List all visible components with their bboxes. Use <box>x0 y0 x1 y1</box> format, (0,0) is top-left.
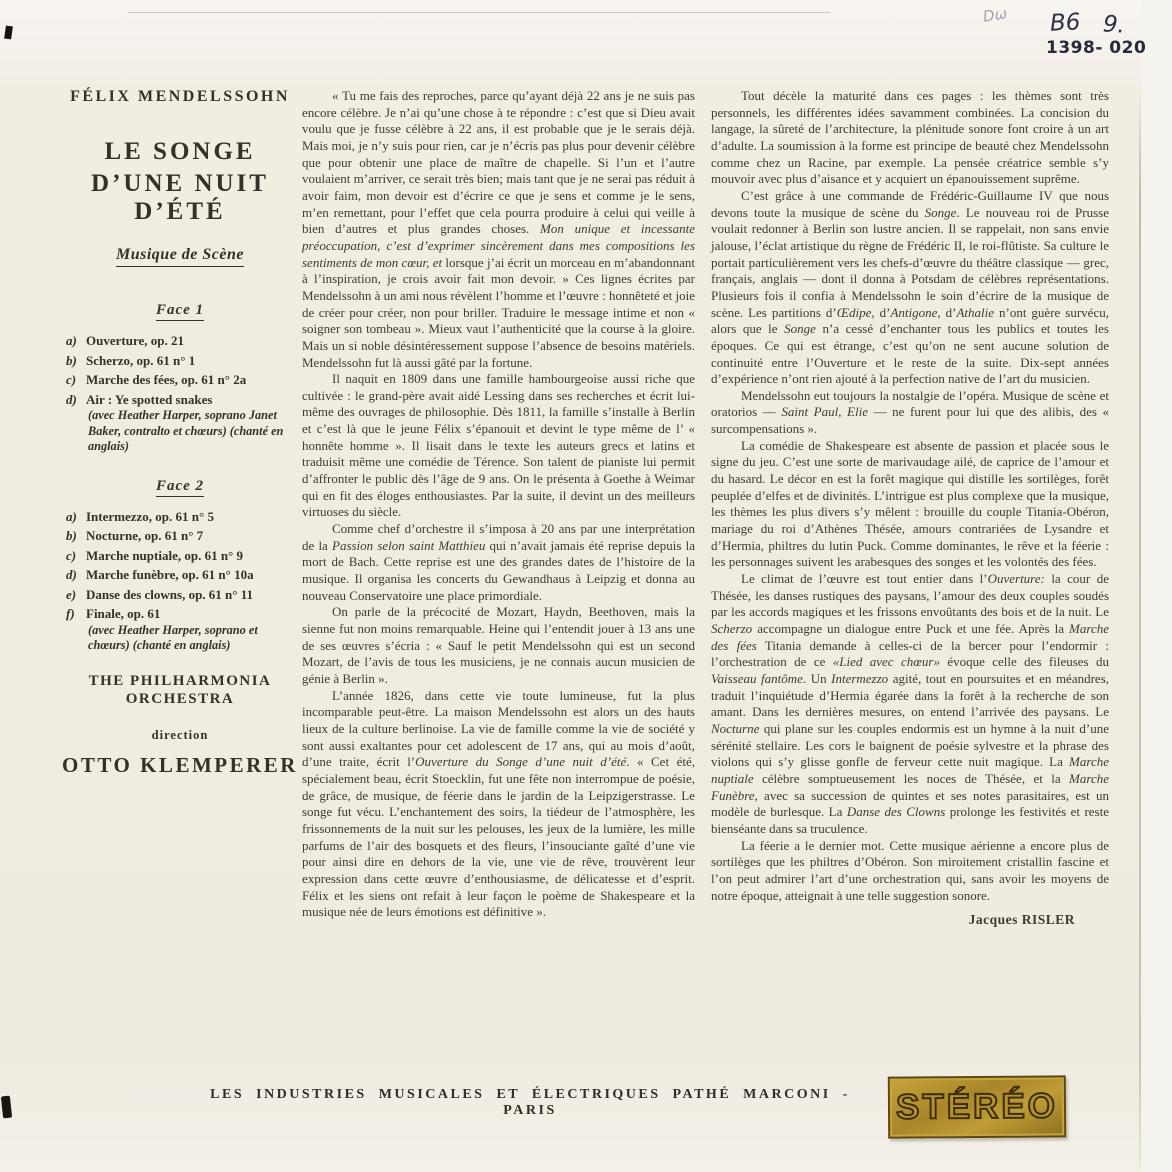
face1-heading-wrap <box>58 301 302 321</box>
face2-heading: Face 2 <box>156 478 204 497</box>
face2-track-list <box>58 509 302 654</box>
catalog-number: 1398- 020 <box>1046 38 1147 58</box>
sleeve-top-edge-line <box>128 12 830 13</box>
track-item <box>58 567 302 584</box>
track-title: Intermezzo, op. 61 n° 5 <box>86 508 214 524</box>
sleeve-crease <box>1139 86 1141 1166</box>
paragraph: « Tu me fais des reproches, parce qu’ayant déjà 22 ans je ne suis pas encore célèbre. Je n’ai qu’une chose à te répondre : c’est que si Dieu avait voulu que je fusse célèbre à 22 ans, il est probable que je le serais déjà. Mais moi, je n’y suis pour rien, car je n’écris pas plus pour devenir célèbre que pour obtenir une place de maître de chapelle. Si l’un et l’autre voulaient m’arriver, ce serait très bien; mais tant que je ne serai pas réduit à avoir faim, mon devoir est d’écrire ce que je sens et comme je le sens, m’en remettant, pour l’effet que cela pourra produire à celui qui veille à bien d’autres et plus grandes choses. Mon unique et incessante préoccupation, c’est d’exprimer sincèrement dans mes compositions les sentiments de mon cœur, et lorsque j’ai écrit un morceau en m’abandonnant à l’inspiration, je crois avoir fait mon devoir. » Ces lignes écrites par Mendelssohn à un ami nous révèlent l’homme et l’œuvre : honnêteté et joie de créer pour créer, non pour briller. Traduire le message intime et non « soigner son tombeau ». Mieux vaut l’authenticité que la course à la gloire. Mais un si noble désintéressement suppose l’absence de besoins matériels. Mendelssohn fut là aussi gâté par la fortune. <box>302 88 696 370</box>
album-title-line2: D’UNE NUIT D’ÉTÉ <box>91 170 269 225</box>
paragraph: Comme chef d’orchestre il s’imposa à 20 ans par une interprétation de la Passion selon saint Matthieu qui n’avait jamais été reprise depuis la mort de Bach. Cette reprise est une des grandes dates de l’histoire de la musique. Il organisa les concerts du Gewandhaus à Leipzig et donna au nouveau Conservatoire une place primordiale. <box>302 521 696 603</box>
track-label: d) <box>66 567 77 582</box>
stereo-badge-label: STÉRÉO <box>895 1086 1059 1127</box>
track-label: d) <box>66 391 77 407</box>
orchestra-name-line2: ORCHESTRA <box>125 690 235 707</box>
essay-column-2 <box>711 88 1109 929</box>
handwritten-number: 9. <box>1102 11 1126 39</box>
album-subtitle: Musique de Scène <box>116 246 244 267</box>
track-note: (avec Heather Harper, soprano et chœurs) (chanté en anglais) <box>88 622 258 652</box>
paragraph: Mendelssohn eut toujours la nostalgie de l’opéra. Musique de scène et oratorios — Saint Paul, Elie — ne furent pour lui que des alibis, des « surcompensations ». <box>711 387 1109 437</box>
paragraph: L’année 1826, dans cette vie toute lumineuse, fut la plus incomparable peut-être. La maison Mendelssohn est alors un des hauts lieux de la culture berlinoise. La vie de famille comme la vie de société y sont aussi exaltantes pour cet adolescent de 17 ans, qui au mois d’août, d’une traite, écrit l’Ouverture du Songe d’une nuit d’été. « Cet été, spécialement beau, écrit Stoecklin, fut une fête non interrompue de poésie, de grâce, de musique, de féerie dans le jardin de la Leipzigerstrasse. Le songe fut vécu. L’enchantement des soirs, la tiédeur de l’atmosphère, les frissonnements de la nuit sur les pelouses, les jeux de la lumière, les mille parfums de l’air des bosquets et des fleurs, l’insouciante gaîté d’une vie pour ainsi dire en dehors de la vie, une vie de rêve, trouvèrent leur expression dans cette œuvre d’enthousiasme, de délicatesse et d’esprit. Félix et les siens ont refait à leur façon le poème de Shakespeare et la musique née de leurs émotions est définitive ». <box>302 687 695 920</box>
track-item <box>58 333 302 350</box>
track-item <box>58 548 302 565</box>
album-title-line1: LE SONGE <box>104 138 256 165</box>
track-label: f) <box>66 606 75 621</box>
track-item <box>58 606 302 654</box>
track-label: e) <box>66 586 77 602</box>
track-title: Danse des clowns, op. 61 n° 11 <box>86 586 254 602</box>
paragraph: C’est grâce à une commande de Frédéric-Guillaume IV que nous devons toute la musique de scène du Songe. Le nouveau roi de Prusse voulait redonner à Berlin son lustre ancien. Il se rappelait, non sans envie jalouse, l’éclat artistique du règne de Frédéric II, le roi-flûtiste. Sa culture le portait particulièrement vers les chefs-d’œuvre du théâtre classique — grec, français, anglais — dont il donna à Potsdam de célèbres représentations. Plusieurs fois il confia à Mendelssohn le soin d’écrire de la musique de scène. Les partitions d’Œdipe, d’Antigone, d’Athalie n’ont guère survécu, alors que le Songe n’a cessé d’enchanter tous les publics et toutes les époques. Ce qui est étrange, c’est qu’on ne sent aucune solution de continuité entre l’Ouverture et le reste de la suite. Dix-sept années d’expérience n’ont rien ajouté à la perfection native de l’art du musicien. <box>711 187 1109 387</box>
track-item <box>58 528 302 545</box>
paragraph: La féerie a le dernier mot. Cette musique aérienne a encore plus de sortilèges que les philtres d’Obéron. Son miroitement cristallin fascine et l’on peut admirer l’art d’une orchestration qui, sans avoir les moyens de notre époque, atteignait à une telle suggestion sonore. <box>711 837 1109 903</box>
track-label: b) <box>66 352 77 368</box>
face1-heading: Face 1 <box>156 302 204 321</box>
author-signature: Jacques RISLER <box>968 912 1075 928</box>
track-title: Marche funèbre, op. 61 n° 10a <box>86 567 254 582</box>
orchestra-name-line1: THE PHILHARMONIA <box>88 672 272 689</box>
composer-name: FÉLIX MENDELSSOHN <box>70 88 290 105</box>
track-item <box>58 587 302 604</box>
track-title: Ouverture, op. 21 <box>86 333 184 348</box>
track-note: (avec Heather Harper, soprano Janet Baker, contralto et chœurs) (chanté en anglais) <box>88 408 284 453</box>
face1-track-list <box>58 333 302 455</box>
track-label: a) <box>66 508 77 524</box>
scribble-mark: Dω <box>981 4 1009 26</box>
track-item <box>58 392 302 455</box>
paragraph: Tout décèle la maturité dans ces pages : les thèmes sont très personnels, les différentes idées savamment combinées. La concision du langage, la sûreté de l’architecture, la plénitude sonore font croire à un art d’adulte. La soumission à la forme est principe de beauté chez Mendelssohn comme chez un Racine, par exemple. La pensée créatrice semble s’y mouvoir avec plus d’aisance et y acquiert un épanouissement suprême. <box>711 88 1109 187</box>
title-column <box>58 88 302 778</box>
track-title: Finale, op. 61 <box>86 606 161 621</box>
track-title: Marche nuptiale, op. 61 n° 9 <box>86 547 243 563</box>
essay-column-1 <box>302 88 695 921</box>
paragraph: La comédie de Shakespeare est absente de passion et placée sous le signe du jeu. C’est une sorte de marivaudage ailé, de caprice de l’amour et du hasard. Le décor en est la forêt magique qui distille les sortilèges, forêt peuplée d’elfes et de divinités. L’intrigue est plus complexe que la musique, les thèmes les plus divers s’y mêlent : brouille du couple Titania-Obéron, mariage du roi d’Athènes Thésée, amours contrariées de Lysandre et d’Hermia, philtres du lutin Puck. Comme dominantes, le rêve et la féerie : les personnages suivent les arabesques des songes et les volontés des fées. <box>711 437 1109 570</box>
paragraph: Il naquit en 1809 dans une famille hambourgeoise aussi riche que cultivée : le grand-père avait aidé Lessing dans ses recherches et écrit lui-même des ouvrages de philosophie. Dès 1811, la famille s’installe à Berlin et c’est là que le jeune Félix s’épanouit et devint le type même de l’ « honnête homme ». Il lisait dans le texte les auteurs grecs et latins et traduisit même une comédie de Térence. Son talent de pianiste lui permit d’affronter le public dès l’âge de 9 ans. On le présenta à Goethe à Weimar qui en fit des éloges enthousiastes. Par la suite, il devint un des meilleurs virtuoses du siècle. <box>302 371 695 520</box>
track-label: c) <box>66 372 77 387</box>
track-title: Air : Ye spotted snakes <box>86 391 213 407</box>
scan-right-strip <box>1141 0 1172 1172</box>
handwritten-code: B6 <box>1049 9 1082 37</box>
track-label: c) <box>66 547 77 563</box>
orchestra-name <box>58 672 302 708</box>
track-title: Nocturne, op. 61 n° 7 <box>86 528 204 543</box>
publisher-line: LES INDUSTRIES MUSICALES ET ÉLECTRIQUES PATHÉ MARCONI - PARIS <box>210 1087 850 1118</box>
track-item <box>58 353 302 370</box>
conductor-name: OTTO KLEMPERER <box>62 752 298 777</box>
face2-heading-wrap <box>58 477 302 497</box>
track-title: Scherzo, op. 61 n° 1 <box>86 352 196 368</box>
paragraph: On parle de la précocité de Mozart, Haydn, Beethoven, mais la sienne fut non moins remarquable. Heine qui l’entendit jouer à 13 ans une de ses œuvres s’écria : « Sauf le petit Mendelssohn qui est un second Mozart, de l’avis de tous les musiciens, je ne connais aucun musicien de génie à Berlin ». <box>302 604 695 686</box>
track-title: Marche des fées, op. 61 n° 2a <box>86 372 247 387</box>
track-label: b) <box>66 528 77 543</box>
corner-mark-bottom-left <box>1 1096 12 1119</box>
paragraph: Le climat de l’œuvre est tout entier dans l’Ouverture: la cour de Thésée, les danses rustiques des paysans, l’amour des deux couples soudés par les accords magiques et les frissons envoûtants des bois et de la nuit. Le Scherzo accompagne un dialogue entre Puck et une fée. Après la Marche des fées Titania demande à celles-ci de la bercer pour l’endormir : l’orchestration de ce «Lied avec chœur» évoque celle des fileuses du Vaisseau fantôme. Un Intermezzo agité, tout en poursuites et en méandres, traduit l’inquiétude d’Hermia égarée dans la forêt à la recherche de son amant. Dans les dernières mesures, on entend l’arrivée des paysans. Le Nocturne qui plane sur les couples endormis est un hymne à la nuit d’une sérénité stellaire. Les cors le baignent de poésie sylvestre et la phrase des violons qui s’y glisse gonfle de ferveur cette nuit magique. La Marche nuptiale célèbre somptueusement les noces de Thésée, et la Marche Funèbre, avec sa succession de quintes et ses notes parasitaires, est un modèle de burlesque. La Danse des Clowns prolonge les festivités et reste bienséante dans sa truculence. <box>711 571 1110 836</box>
stereo-badge <box>888 1075 1066 1138</box>
track-item <box>58 509 302 526</box>
album-subtitle-wrap <box>58 246 302 267</box>
track-label: a) <box>66 333 77 348</box>
direction-label: direction <box>151 727 209 742</box>
track-item <box>58 372 302 389</box>
